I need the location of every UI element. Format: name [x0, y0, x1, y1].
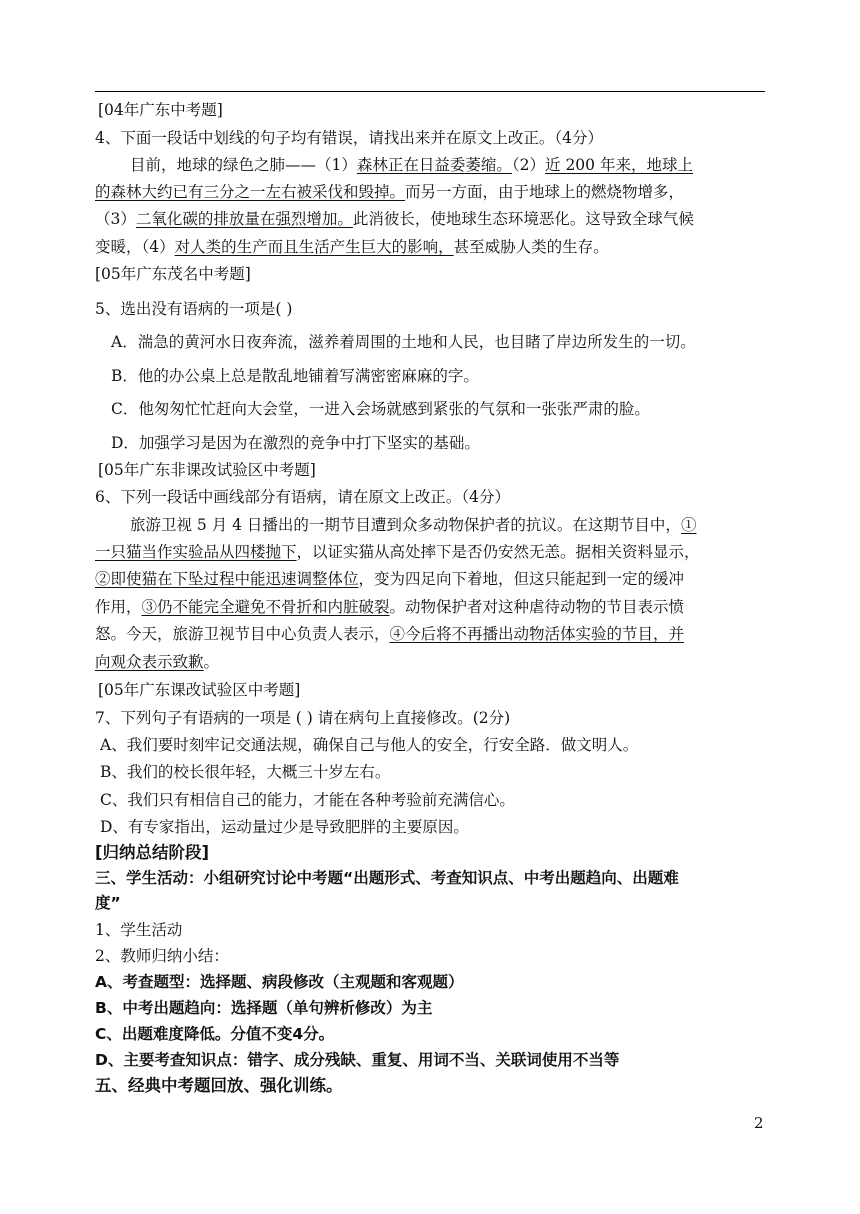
underlined-part-4-cont: 向观众表示致歉	[95, 653, 204, 671]
question-6-passage-line: 怒。今天，旅游卫视节目中心负责人表示，④今后将不再播出动物活体实验的节目，并	[95, 625, 685, 643]
summary-point-c: C、出题难度降低。分值不变4分。	[95, 1025, 335, 1043]
underlined-sentence-1: 森林正在日益委萎缩。	[356, 156, 512, 174]
source-label-05-maoming: [05年广东茂名中考题]	[95, 265, 251, 283]
question-7-stem: 7、下列句子有语病的一项是 ( ) 请在病句上直接修改。(2分)	[95, 709, 511, 727]
source-label-04: [04年广东中考题]	[98, 101, 223, 119]
summary-point-a: A、考查题型：选择题、病段修改（主观题和客观题）	[95, 973, 464, 991]
question-6-passage-line: 作用，③仍不能完全避免不骨折和内脏破裂。动物保护者对这种虐待动物的节目表示愤	[95, 598, 685, 616]
question-4-passage-line: 的森林大约已有三分之一左右被采伐和毁掉。而另一方面，由于地球上的燃烧物增多，	[95, 183, 685, 201]
underlined-part-2: ②即使猫在下坠过程中能迅速调整体位	[95, 570, 359, 588]
source-label-05-nonreform: [05年广东非课改试验区中考题]	[98, 461, 316, 479]
underlined-sentence-3: 二氧化碳的排放量在强烈增加。	[135, 210, 353, 228]
underlined-part-3: ③仍不能完全避免不骨折和内脏破裂	[141, 598, 390, 616]
page-number: 2	[754, 1114, 764, 1132]
header-rule	[95, 91, 765, 92]
section-five-heading: 五、经典中考题回放、强化训练。	[95, 1076, 343, 1095]
source-label-05-reform: [05年广东课改试验区中考题]	[98, 681, 301, 699]
activity-item-2: 2、教师归纳小结：	[95, 947, 229, 965]
underlined-part-4: ④今后将不再播出动物活体实验的节目，并	[389, 625, 685, 643]
question-6-passage-line: 一只猫当作实验品从四楼抛下，以证实猫从高处摔下是否仍安然无恙。据相关资料显示，	[95, 543, 700, 561]
question-4-stem: 4、下面一段话中划线的句子均有错误，请找出来并在原文上改正。（4分）	[95, 129, 603, 147]
summary-point-d: D、主要考查知识点：错字、成分残缺、重复、用词不当、关联词使用不当等	[95, 1051, 620, 1069]
question-7-option-d: D、有专家指出，运动量过少是导致肥胖的主要原因。	[100, 818, 469, 836]
activity-title: 三、学生活动：小组研究讨论中考题“出题形式、考查知识点、中考出题趋向、出题难	[95, 869, 679, 887]
activity-title-cont: 度”	[95, 894, 121, 912]
stage-heading: [归纳总结阶段]	[95, 843, 210, 862]
question-6-stem: 6、下列一段话中画线部分有语病，请在原文上改正。（4分）	[95, 488, 510, 506]
question-4-passage-line: （3）二氧化碳的排放量在强烈增加。此消彼长，使地球生态环境恶化。这导致全球气候	[95, 210, 694, 228]
question-4-passage-line: 目前，地球的绿色之肺——（1）森林正在日益委萎缩。（2）近 200 年来，地球上	[130, 156, 693, 174]
question-6-passage-line: 旅游卫视 5 月 4 日播出的一期节目遭到众多动物保护者的抗议。在这期节目中，①	[130, 516, 697, 534]
underlined-sentence-4: 对人类的生产而且生活产生巨大的影响，	[174, 238, 454, 256]
question-6-passage-line: 向观众表示致歉。	[95, 653, 220, 671]
underlined-sentence-2: 近 200 年来，地球上	[545, 156, 693, 174]
underlined-sentence-2-cont: 的森林大约已有三分之一左右被采伐和毁掉。	[95, 183, 406, 201]
question-7-option-c: C、我们只有相信自己的能力，才能在各种考验前充满信心。	[100, 791, 515, 809]
question-5-option-c: C．他匆匆忙忙赶向大会堂，一进入会场就感到紧张的气氛和一张张严肃的脸。	[111, 400, 650, 418]
question-5-option-a: A．湍急的黄河水日夜奔流，滋养着周围的土地和人民，也目睹了岸边所发生的一切。	[111, 333, 696, 351]
question-5-option-d: D．加强学习是因为在激烈的竞争中打下坚实的基础。	[111, 434, 480, 452]
question-6-passage-line: ②即使猫在下坠过程中能迅速调整体位，变为四足向下着地，但这只能起到一定的缓冲	[95, 570, 685, 588]
question-5-stem: 5、选出没有语病的一项是( )	[95, 300, 293, 318]
underlined-part-1-marker: ①	[680, 516, 697, 534]
activity-item-1: 1、学生活动	[95, 921, 183, 939]
summary-point-b: B、中考出题趋向：选择题（单句辨析修改）为主	[95, 999, 433, 1017]
question-5-option-b: B．他的办公桌上总是散乱地铺着写满密密麻麻的字。	[111, 367, 479, 385]
underlined-part-1: 一只猫当作实验品从四楼抛下	[95, 543, 297, 561]
question-4-passage-line: 变暖，（4）对人类的生产而且生活产生巨大的影响，甚至威胁人类的生存。	[95, 238, 609, 256]
question-7-option-a: A、我们要时刻牢记交通法规，确保自己与他人的安全，行安全路．做文明人。	[100, 736, 639, 754]
question-7-option-b: B、我们的校长很年轻，大概三十岁左右。	[100, 763, 391, 781]
